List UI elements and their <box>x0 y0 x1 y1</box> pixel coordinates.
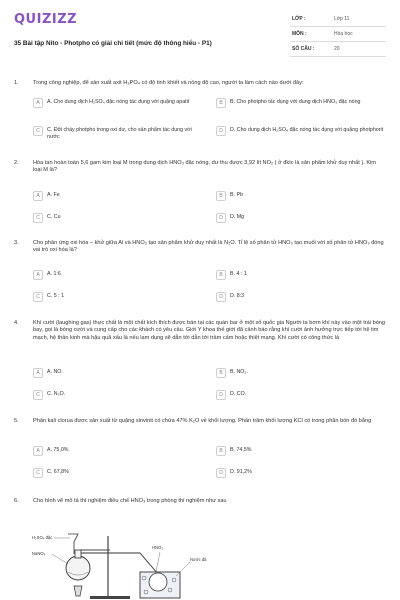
option-text: C. Đốt cháy photpho trong oxi dư, cho sản phẩm tác dụng với nước <box>47 127 192 140</box>
option-text: B. Pb <box>230 192 243 198</box>
option-key-box: B <box>216 98 226 108</box>
question-number: 4. <box>14 320 19 326</box>
answer-option[interactable] <box>216 270 386 288</box>
option-key-box: C <box>33 126 43 136</box>
answer-option[interactable] <box>33 126 203 144</box>
meta-row-subject <box>290 27 386 42</box>
answer-option[interactable] <box>216 368 386 386</box>
answer-option[interactable] <box>216 446 386 464</box>
option-text: C. Cu <box>47 214 61 220</box>
question-number: 1. <box>14 80 19 86</box>
experiment-figure <box>30 528 230 600</box>
option-text: A. Fe <box>47 192 60 198</box>
option-text: B. NO₂. <box>230 369 248 375</box>
option-key-box: C <box>33 292 43 302</box>
receiving-flask <box>149 573 167 591</box>
meta-value: Hóa học <box>334 31 353 37</box>
answer-option[interactable] <box>33 390 203 408</box>
option-text: D. Cho dung dịch H₂SO₄ đặc nóng tác dụng với quặng photphorit <box>230 127 384 133</box>
option-text: D. CO. <box>230 391 247 397</box>
option-key-box: C <box>33 390 43 400</box>
meta-value: Lớp 11 <box>334 16 350 22</box>
label-ice-water: Nước đá <box>190 557 207 562</box>
question-text: Trong công nghiệp, để sản xuất axit H₃PO₄ có độ tinh khiết và nồng độ cao, người ta làm cách nào dưới đây: <box>33 80 304 86</box>
answer-option[interactable] <box>216 390 386 408</box>
option-key-box: C <box>33 213 43 223</box>
flask <box>66 556 90 580</box>
meta-table <box>290 12 386 57</box>
option-text: D. Mg <box>230 214 245 220</box>
option-text: C. 5 : 1 <box>47 293 65 299</box>
stand-base <box>90 596 130 599</box>
option-key-box: A <box>33 446 43 456</box>
option-key-box: A <box>33 98 43 108</box>
option-key-box: D <box>216 213 226 223</box>
meta-label: MÔN : <box>292 31 307 37</box>
answer-option[interactable] <box>33 446 203 464</box>
answer-option[interactable] <box>33 292 203 310</box>
question-number: 2. <box>14 160 19 166</box>
meta-row-count <box>290 42 386 57</box>
answer-option[interactable] <box>33 213 203 231</box>
option-text: B. 4 : 1 <box>230 271 247 277</box>
option-key-box: D <box>216 292 226 302</box>
answer-option[interactable] <box>216 98 386 116</box>
option-text: C. N₂O. <box>47 391 66 397</box>
answer-option[interactable] <box>33 270 203 288</box>
option-key-box: A <box>33 270 43 280</box>
option-text: A. 1:6 <box>47 271 61 277</box>
answer-option[interactable] <box>216 292 386 310</box>
question-text: Cho phản ứng oxi hóa – khử giữa Al và HNO₃ tạo sản phẩm khử duy nhất là N₂O. Tỉ lệ số phân tử HNO₃ tạo muối với số phân tử HNO₃ đóng vai trò oxi hóa là? <box>33 240 384 254</box>
answer-option[interactable] <box>33 98 203 116</box>
option-text: B. Cho photpho tác dụng với dung dịch HNO₃ đặc nóng <box>230 99 361 105</box>
option-key-box: B <box>216 368 226 378</box>
delivery-tube <box>81 553 158 574</box>
flask-neck <box>75 550 81 558</box>
question-text: Phân kali clorua được sản xuất từ quặng sinvinit có chứa 47% K₂O về khối lượng. Phần trăm khối lượng KCl có trong phân bón đó bằng <box>33 418 372 424</box>
option-key-box: B <box>216 446 226 456</box>
answer-option[interactable] <box>33 468 203 486</box>
answer-option[interactable] <box>33 368 203 386</box>
meta-label: LỚP : <box>292 16 306 22</box>
option-key-box: B <box>216 270 226 280</box>
answer-option[interactable] <box>33 191 203 209</box>
burner <box>74 586 82 596</box>
meta-value: 20 <box>334 46 340 52</box>
question-number: 6. <box>14 498 19 504</box>
option-text: D. 91,2% <box>230 469 252 475</box>
label-h2so4: H₂SO₄ đặc <box>32 535 53 540</box>
question-number: 5. <box>14 418 19 424</box>
option-text: A. Cho dung dịch H₂SO₄ đặc nóng tác dụng với quặng apatit <box>47 99 190 105</box>
option-key-box: D <box>216 390 226 400</box>
meta-row-class <box>290 12 386 27</box>
document-header <box>14 10 386 58</box>
question-text: Hòa tan hoàn toàn 5,6 gam kim loại M trong dung dịch HNO₃ đặc nóng, dư thu được 3,92 lít NO₂ ( ở đktc là sản phẩm khử duy nhất ). Kim loại M là? <box>33 160 376 174</box>
option-key-box: C <box>33 468 43 478</box>
option-key-box: B <box>216 191 226 201</box>
question-number: 3. <box>14 240 19 246</box>
answer-option[interactable] <box>216 213 386 231</box>
question-text: Khí cười (laughing gas) thực chất là một chất kích thích được bán tại các quán bar ở một số quốc gia Người ta bơm khí này vào một trái bóng bay, gọi là bóng cười và cung cấp cho các khách có yêu cầu. Giới Y khoa thế giới đã cảnh báo rằng khí cười ảnh hưởng trực tiếp tới hệ tim mạch, hệ thần kinh mà hậu quả xấu là nếu lạm dụng sẽ dẫn tới dẫn tới trầm cảm hoặc thiệt mạng. Khí cười có công thức là <box>33 320 386 341</box>
option-text: C. 67,8% <box>47 469 69 475</box>
label-nano3: NaNO₃ <box>32 551 46 556</box>
apparatus-diagram <box>30 528 230 600</box>
option-key-box: D <box>216 126 226 136</box>
question-text: Cho hình vẽ mô tả thí nghiệm điều chế HNO₃ trong phòng thí nghiệm như sau <box>33 498 227 504</box>
option-text: D. 8:3 <box>230 293 245 299</box>
option-text: B. 74,5% <box>230 447 252 453</box>
option-key-box: D <box>216 468 226 478</box>
option-text: A. 75,0% <box>47 447 69 453</box>
label-hno3: HNO₃ <box>152 545 164 550</box>
option-key-box: A <box>33 368 43 378</box>
quizizz-logo: QUIZIZZ <box>14 12 78 27</box>
answer-option[interactable] <box>216 468 386 486</box>
document-title: 35 Bài tập Nito - Photpho có giải chi tiết (mức độ thông hiểu - P1) <box>14 40 212 47</box>
answer-option[interactable] <box>216 191 386 209</box>
meta-label: SỐ CÂU : <box>292 46 315 52</box>
answer-option[interactable] <box>216 126 386 144</box>
option-text: A. NO. <box>47 369 63 375</box>
option-key-box: A <box>33 191 43 201</box>
